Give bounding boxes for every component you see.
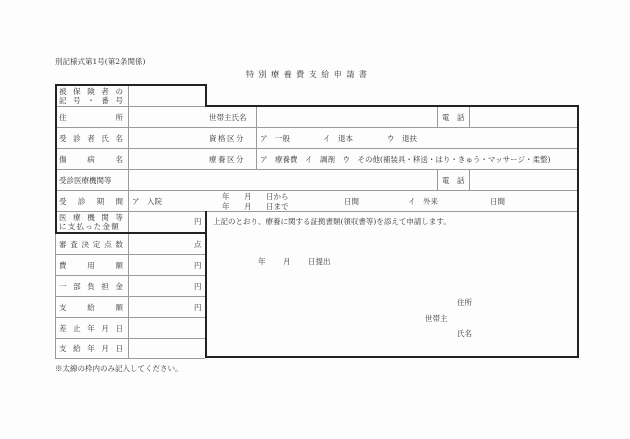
institution-phone-field[interactable] — [471, 171, 575, 189]
submission-month-label: 月 — [283, 257, 291, 266]
label-address: 住 所 — [59, 113, 123, 122]
submission-year-label: 年 — [258, 257, 266, 266]
form-number: 別記様式第1号(第2条関係) — [55, 57, 146, 66]
label-disease-name: 傷 病 名 — [59, 155, 123, 164]
declaration-statement: 上記のとおり、療養に関する証拠書類(領収書等)を添えて申請します。 — [213, 217, 451, 226]
paid-amount-field[interactable] — [130, 213, 192, 231]
yen-unit: 円 — [194, 261, 202, 270]
outpatient-days-label: 日間 — [490, 197, 505, 206]
label-payment-amount: 支 給 額 — [59, 303, 123, 312]
qualification-option-general[interactable]: ア 一般 — [260, 134, 290, 143]
inpatient-days-label: 日間 — [344, 197, 359, 206]
applicant-address-label: 住所 — [457, 298, 472, 307]
treatment-options[interactable]: ア 療養費 イ 調剤 ウ その他(補装具・移送・はり・きゅう・マッサージ・柔整) — [260, 155, 551, 164]
from-year-label: 年 — [222, 192, 230, 201]
household-head-name-field[interactable] — [258, 108, 436, 126]
label-qualification: 資格区分 — [209, 134, 245, 143]
label-treatment: 療養区分 — [209, 155, 245, 164]
label-patient-name: 受 診 者 氏 名 — [59, 134, 123, 143]
insured-number-field[interactable] — [130, 86, 204, 105]
label-insured-line2: 記 号 ・ 番 号 — [59, 96, 123, 105]
label-paid-line2: に支払った金額 — [59, 222, 120, 231]
label-review-points: 審 査 決 定 点 数 — [59, 240, 123, 249]
label-cost: 費 用 額 — [59, 261, 123, 270]
yen-unit: 円 — [194, 303, 202, 312]
label-copay: 一 部 負 担 金 — [59, 282, 123, 291]
submission-day-label: 日提出 — [308, 257, 331, 266]
applicant-household-head-label: 世帯主 — [425, 314, 448, 323]
label-medical-institution: 受診医療機関等 — [59, 176, 112, 185]
label-stop-date: 差 止 年 月 日 — [59, 324, 123, 333]
label-visit-period: 受 診 期 間 — [59, 197, 123, 206]
applicant-name-label: 氏名 — [457, 329, 472, 338]
phone-field[interactable] — [471, 108, 575, 126]
visit-inpatient-option[interactable]: ア 入院 — [132, 197, 162, 206]
visit-outpatient-option[interactable]: イ 外来 — [408, 197, 438, 206]
label-paid-line1: 医 療 機 関 等 — [59, 213, 123, 222]
qualification-option-retiree[interactable]: イ 退本 — [323, 134, 353, 143]
medical-institution-field[interactable] — [130, 171, 436, 189]
label-phone-2: 電 話 — [442, 176, 465, 185]
to-year-label: 年 — [222, 202, 230, 211]
from-month-label: 月 — [244, 192, 252, 201]
points-unit: 点 — [194, 240, 202, 249]
label-insured-line1: 被 保 険 者 の — [59, 87, 123, 96]
label-household-head-name: 世帯主氏名 — [209, 113, 247, 122]
footnote: ※太線の枠内のみ記入してください。 — [55, 364, 183, 373]
qualification-option-retiree-dependent[interactable]: ウ 退扶 — [387, 134, 417, 143]
from-day-label: 日から — [266, 192, 289, 201]
label-phone: 電 話 — [442, 113, 465, 122]
yen-unit: 円 — [194, 282, 202, 291]
form-title: 特 別 療 養 費 支 給 申 請 書 — [246, 70, 368, 79]
to-day-label: 日まで — [266, 202, 289, 211]
label-payment-date: 支 給 年 月 日 — [59, 344, 123, 353]
yen-unit: 円 — [194, 217, 202, 226]
to-month-label: 月 — [244, 202, 252, 211]
